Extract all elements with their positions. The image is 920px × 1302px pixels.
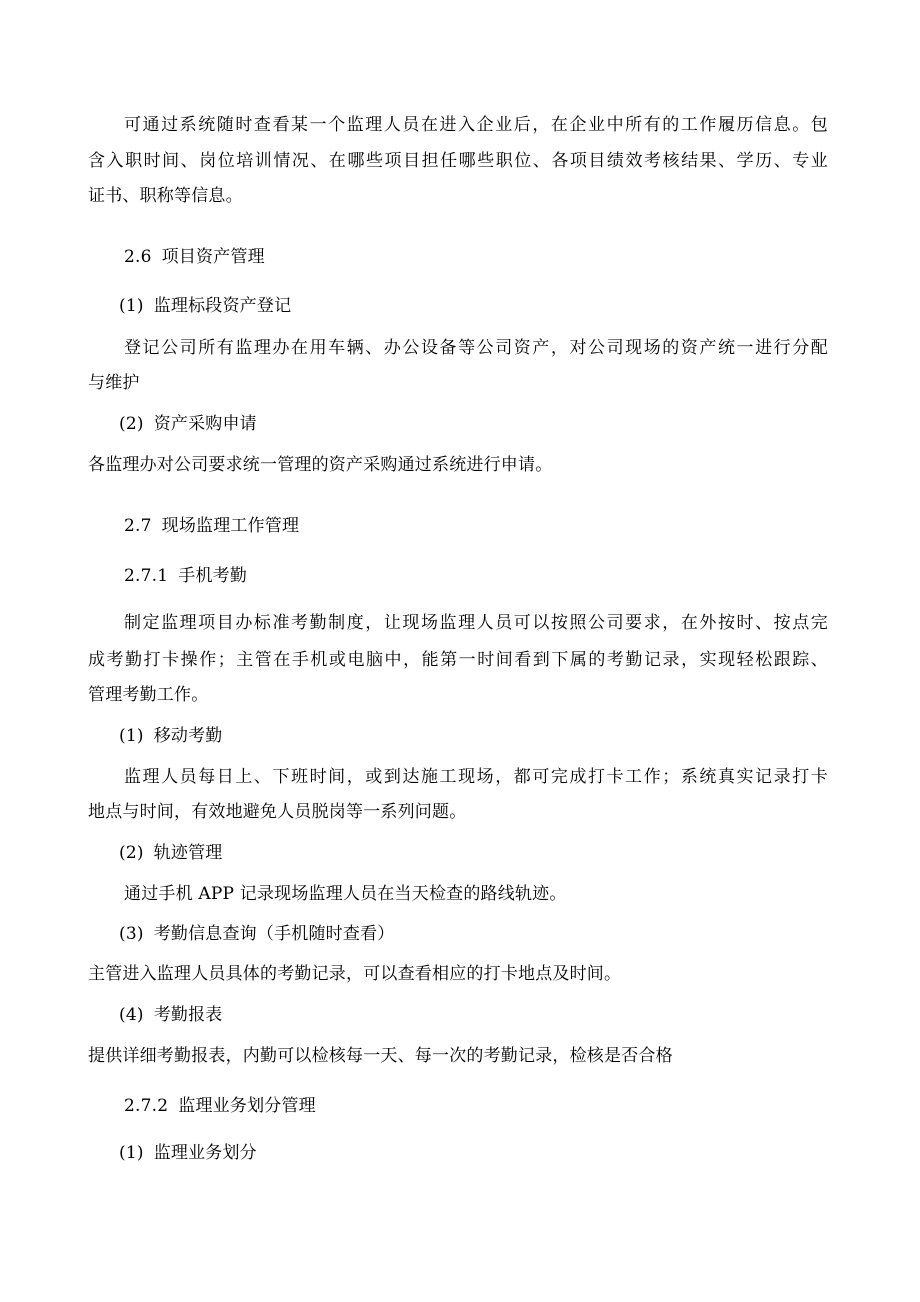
section-2-6-item-1-text-line-2: 与维护 bbox=[88, 373, 140, 393]
intro-paragraph-line-1: 可通过系统随时查看某一个监理人员在进入企业后，在企业中所有的工作履历信息。包 bbox=[124, 115, 828, 135]
section-2-6-heading bbox=[124, 247, 265, 267]
section-2-7-1-item-1-text-line-1: 监理人员每日上、下班时间，或到达施工现场，都可完成打卡工作；系统真实记录打卡 bbox=[124, 767, 828, 787]
item-title: 监理标段资产登记 bbox=[153, 296, 292, 316]
item-title: 考勤报表 bbox=[153, 1005, 223, 1025]
section-2-7-heading bbox=[124, 516, 299, 536]
item-number: (1) bbox=[119, 726, 144, 746]
section-2-6-item-2-text-line-1: 各监理办对公司要求统一管理的资产采购通过系统进行申请。 bbox=[88, 455, 553, 475]
item-title: 移动考勤 bbox=[153, 726, 223, 746]
section-2-6-item-1-heading bbox=[119, 296, 291, 316]
section-2-7-1-heading bbox=[124, 566, 247, 586]
section-2-7-1-intro-line-3: 管理考勤工作。 bbox=[88, 685, 209, 705]
section-title: 手机考勤 bbox=[178, 566, 248, 586]
section-2-7-1-item-2-text-line-1: 通过手机 APP 记录现场监理人员在当天检查的路线轨迹。 bbox=[124, 884, 567, 904]
section-2-7-1-item-3-heading bbox=[119, 924, 395, 944]
section-number: 2.7 bbox=[124, 516, 152, 536]
section-number: 2.7.2 bbox=[124, 1096, 169, 1116]
intro-paragraph-line-3: 证书、职称等信息。 bbox=[88, 186, 243, 206]
item-number: (1) bbox=[119, 296, 144, 316]
section-2-7-1-intro-line-1: 制定监理项目办标准考勤制度，让现场监理人员可以按照公司要求，在外按时、按点完 bbox=[124, 613, 828, 633]
section-2-7-1-item-1-heading bbox=[119, 726, 223, 746]
section-2-7-1-item-3-text-line-1: 主管进入监理人员具体的考勤记录，可以查看相应的打卡地点及时间。 bbox=[88, 964, 622, 984]
section-2-7-2-heading bbox=[124, 1096, 316, 1116]
section-2-7-1-item-4-text-line-1: 提供详细考勤报表，内勤可以检核每一天、每一次的考勤记录，检核是否合格 bbox=[88, 1046, 673, 1066]
item-title: 监理业务划分 bbox=[153, 1143, 257, 1163]
section-2-7-1-item-2-heading bbox=[119, 843, 223, 863]
item-title: 考勤信息查询（手机随时查看） bbox=[153, 924, 395, 944]
item-number: (3) bbox=[119, 924, 144, 944]
section-title: 项目资产管理 bbox=[161, 247, 265, 267]
section-2-6-item-2-heading bbox=[119, 414, 257, 434]
section-number: 2.7.1 bbox=[124, 566, 169, 586]
intro-paragraph-line-2: 含入职时间、岗位培训情况、在哪些项目担任哪些职位、各项目绩效考核结果、学历、专业 bbox=[88, 151, 828, 171]
section-2-7-1-intro-line-2: 成考勤打卡操作；主管在手机或电脑中，能第一时间看到下属的考勤记录，实现轻松跟踪、 bbox=[88, 650, 828, 670]
section-number: 2.6 bbox=[124, 247, 152, 267]
item-title: 轨迹管理 bbox=[153, 843, 223, 863]
section-2-7-1-item-4-heading bbox=[119, 1005, 223, 1025]
section-2-7-1-item-1-text-line-2: 地点与时间，有效地避免人员脱岗等一系列问题。 bbox=[88, 802, 467, 822]
section-title: 监理业务划分管理 bbox=[178, 1096, 316, 1116]
item-number: (4) bbox=[119, 1005, 144, 1025]
section-2-7-2-item-1-heading bbox=[119, 1143, 257, 1163]
item-title: 资产采购申请 bbox=[153, 414, 257, 434]
item-number: (1) bbox=[119, 1143, 144, 1163]
section-title: 现场监理工作管理 bbox=[161, 516, 300, 536]
item-number: (2) bbox=[119, 414, 144, 434]
section-2-6-item-1-text-line-1: 登记公司所有监理办在用车辆、办公设备等公司资产，对公司现场的资产统一进行分配 bbox=[124, 338, 828, 358]
item-number: (2) bbox=[119, 843, 144, 863]
